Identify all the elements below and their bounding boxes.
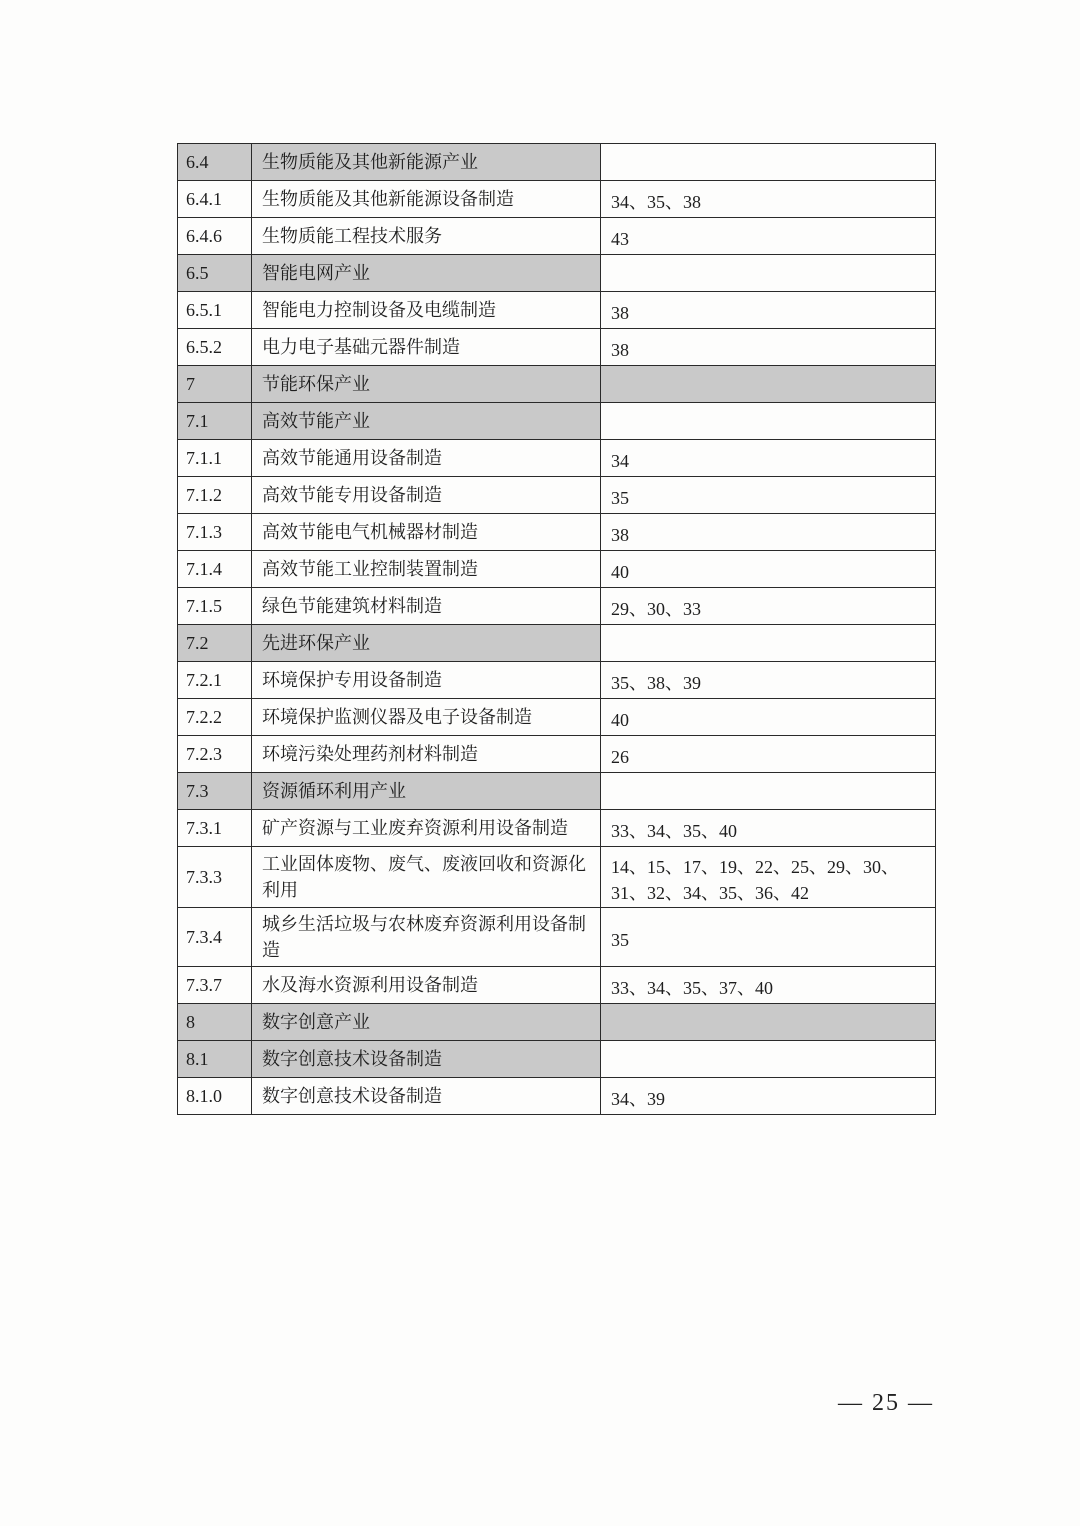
industry-codes-cell: 34、39: [601, 1078, 936, 1115]
category-name-cell: 智能电力控制设备及电缆制造: [252, 292, 601, 329]
industry-codes-cell: 14、15、17、19、22、25、29、30、31、32、34、35、36、42: [601, 847, 936, 908]
table-row: [178, 477, 936, 514]
category-name-cell: 高效节能工业控制装置制造: [252, 551, 601, 588]
industry-codes-cell: [601, 144, 936, 181]
category-name-cell: 先进环保产业: [252, 625, 601, 662]
category-name-cell: 数字创意产业: [252, 1004, 601, 1041]
table-row: [178, 218, 936, 255]
industry-codes-cell: [601, 625, 936, 662]
table-row: [178, 699, 936, 736]
industry-codes-cell: 35: [601, 477, 936, 514]
table-row: [178, 810, 936, 847]
table-row: [178, 1041, 936, 1078]
table-row: [178, 773, 936, 810]
category-code-cell: 6.5: [178, 255, 252, 292]
table-row: [178, 662, 936, 699]
table-row: [178, 588, 936, 625]
table-row: [178, 329, 936, 366]
table-row: [178, 908, 936, 967]
category-name-cell: 数字创意技术设备制造: [252, 1078, 601, 1115]
category-name-cell: 智能电网产业: [252, 255, 601, 292]
industry-codes-cell: 40: [601, 551, 936, 588]
category-code-cell: 7.3.4: [178, 908, 252, 967]
table-row: [178, 292, 936, 329]
category-code-cell: 8.1: [178, 1041, 252, 1078]
industry-codes-cell: 34、35、38: [601, 181, 936, 218]
table-row: [178, 181, 936, 218]
category-name-cell: 绿色节能建筑材料制造: [252, 588, 601, 625]
industry-codes-cell: 38: [601, 329, 936, 366]
category-code-cell: 7.3.3: [178, 847, 252, 908]
industry-codes-cell: 40: [601, 699, 936, 736]
category-name-cell: 矿产资源与工业废弃资源利用设备制造: [252, 810, 601, 847]
industry-codes-cell: 33、34、35、40: [601, 810, 936, 847]
industry-codes-cell: [601, 403, 936, 440]
category-code-cell: 7.1.2: [178, 477, 252, 514]
category-code-cell: 7.3.7: [178, 967, 252, 1004]
category-code-cell: 7.2.1: [178, 662, 252, 699]
industry-codes-cell: [601, 1004, 936, 1041]
category-name-cell: 高效节能通用设备制造: [252, 440, 601, 477]
category-name-cell: 高效节能产业: [252, 403, 601, 440]
table-row: [178, 1078, 936, 1115]
table-row: [178, 366, 936, 403]
category-code-cell: 8.1.0: [178, 1078, 252, 1115]
category-code-cell: 7.1.4: [178, 551, 252, 588]
industry-codes-cell: 43: [601, 218, 936, 255]
category-code-cell: 7.2: [178, 625, 252, 662]
industry-classification-table-container: [177, 143, 935, 1115]
table-row: [178, 967, 936, 1004]
category-name-cell: 水及海水资源利用设备制造: [252, 967, 601, 1004]
category-name-cell: 高效节能专用设备制造: [252, 477, 601, 514]
category-name-cell: 工业固体废物、废气、废液回收和资源化利用: [252, 847, 601, 908]
industry-codes-cell: 38: [601, 514, 936, 551]
category-code-cell: 7.2.3: [178, 736, 252, 773]
page-number: — 25 —: [838, 1390, 934, 1416]
category-name-cell: 环境污染处理药剂材料制造: [252, 736, 601, 773]
category-name-cell: 数字创意技术设备制造: [252, 1041, 601, 1078]
category-name-cell: 电力电子基础元器件制造: [252, 329, 601, 366]
category-name-cell: 环境保护监测仪器及电子设备制造: [252, 699, 601, 736]
table-row: [178, 255, 936, 292]
table-body: [178, 144, 936, 1115]
category-name-cell: 城乡生活垃圾与农林废弃资源利用设备制造: [252, 908, 601, 967]
category-code-cell: 7.3.1: [178, 810, 252, 847]
table-row: [178, 551, 936, 588]
table-row: [178, 440, 936, 477]
table-row: [178, 403, 936, 440]
category-code-cell: 6.5.2: [178, 329, 252, 366]
table-row: [178, 144, 936, 181]
industry-codes-cell: 26: [601, 736, 936, 773]
industry-codes-cell: 33、34、35、37、40: [601, 967, 936, 1004]
industry-codes-cell: 34: [601, 440, 936, 477]
category-code-cell: 6.5.1: [178, 292, 252, 329]
industry-codes-cell: [601, 773, 936, 810]
industry-codes-cell: 35: [601, 908, 936, 967]
industry-codes-cell: [601, 1041, 936, 1078]
category-code-cell: 7: [178, 366, 252, 403]
industry-codes-cell: [601, 366, 936, 403]
table-row: [178, 514, 936, 551]
industry-codes-cell: 35、38、39: [601, 662, 936, 699]
category-code-cell: 8: [178, 1004, 252, 1041]
category-name-cell: 资源循环利用产业: [252, 773, 601, 810]
category-name-cell: 生物质能工程技术服务: [252, 218, 601, 255]
category-code-cell: 6.4.6: [178, 218, 252, 255]
category-name-cell: 节能环保产业: [252, 366, 601, 403]
table-row: [178, 1004, 936, 1041]
industry-codes-cell: 38: [601, 292, 936, 329]
table-row: [178, 736, 936, 773]
table-row: [178, 847, 936, 908]
category-name-cell: 高效节能电气机械器材制造: [252, 514, 601, 551]
category-code-cell: 7.1.5: [178, 588, 252, 625]
category-code-cell: 7.1.3: [178, 514, 252, 551]
industry-codes-cell: [601, 255, 936, 292]
category-code-cell: 7.1.1: [178, 440, 252, 477]
category-name-cell: 生物质能及其他新能源设备制造: [252, 181, 601, 218]
industry-codes-cell: 29、30、33: [601, 588, 936, 625]
table-row: [178, 625, 936, 662]
category-name-cell: 生物质能及其他新能源产业: [252, 144, 601, 181]
category-code-cell: 6.4.1: [178, 181, 252, 218]
category-code-cell: 6.4: [178, 144, 252, 181]
industry-classification-table: [177, 143, 936, 1115]
category-code-cell: 7.1: [178, 403, 252, 440]
category-name-cell: 环境保护专用设备制造: [252, 662, 601, 699]
category-code-cell: 7.2.2: [178, 699, 252, 736]
category-code-cell: 7.3: [178, 773, 252, 810]
